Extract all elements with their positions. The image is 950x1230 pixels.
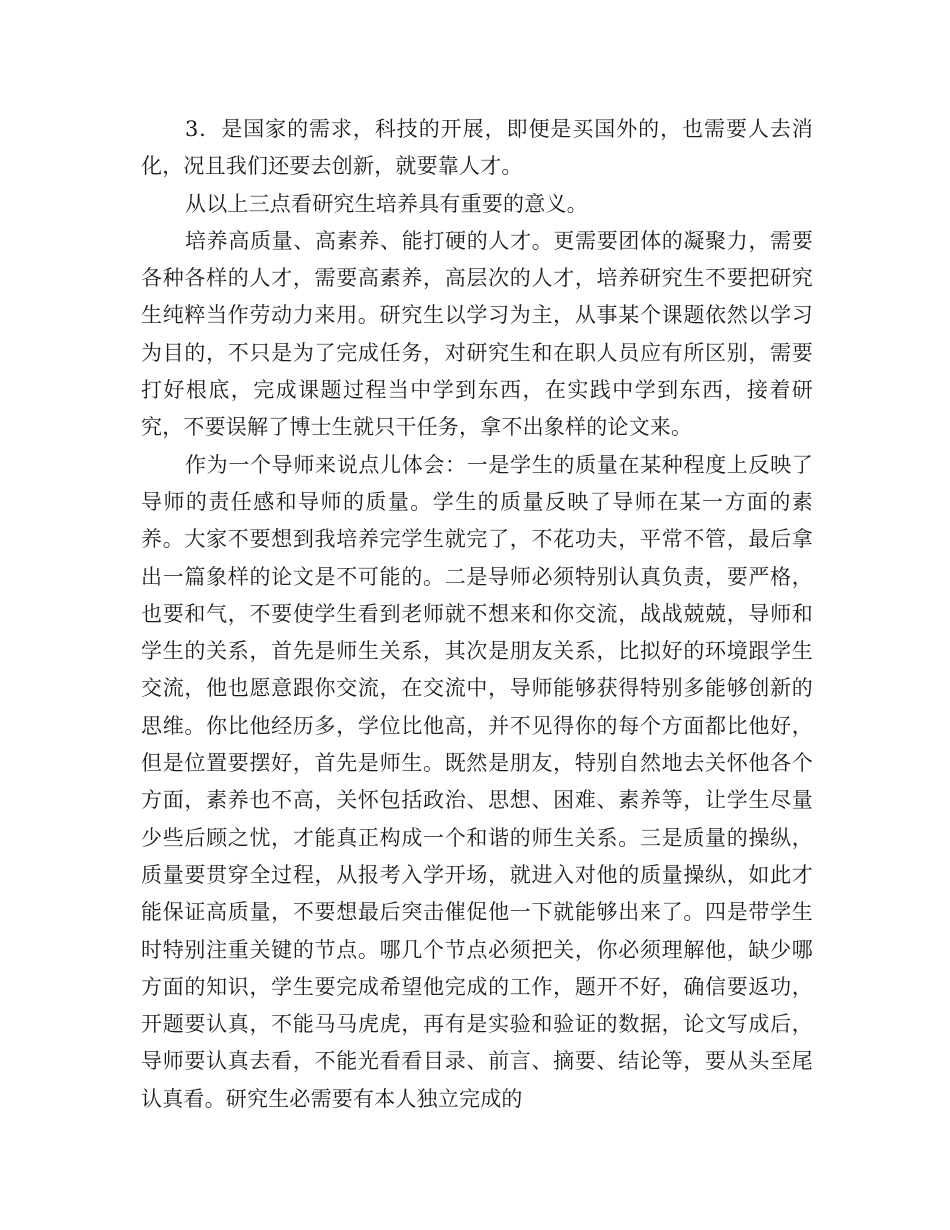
body-text (141, 111, 813, 1118)
paragraph-summary: 从以上三点看研究生培养具有重要的意义。 (185, 191, 588, 216)
paragraph-cultivation: 培养高质量、高素养、能打硬的人才。更需要团体的凝聚力，需要各种各样的人才，需要高素养，高层次的人才，培养研究生不要把研究生纯粹当作劳动力来用。研究生以学习为主，从事某个课题依然以学习为目的，不只是为了完成任务，对研究生和在职人员应有所区别，需要打好根底，完成课题过程当中学到东西，在实践中学到东西，接着研究，不要误解了博士生就只干任务，拿不出象样的论文来。 (141, 228, 813, 440)
paragraph-national-need: 3．是国家的需求，科技的开展，即便是买国外的，也需要人去消化，况且我们还要去创新，就要靠人才。 (141, 117, 813, 179)
paragraph-mentor-experience: 作为一个导师来说点儿体会：一是学生的质量在某种程度上反映了导师的责任感和导师的质量。学生的质量反映了导师在某一方面的素养。大家不要想到我培养完学生就完了，不花功夫，平常不管，最后拿出一篇象样的论文是不可能的。二是导师必须特别认真负责，要严格，也要和气，不要使学生看到老师就不想来和你交流，战战兢兢，导师和学生的关系，首先是师生关系，其次是朋友关系，比拟好的环境跟学生交流，他也愿意跟你交流，在交流中，导师能够获得特别多能够创新的思维。你比他经历多，学位比他高，并不见得你的每个方面都比他好，但是位置要摆好，首先是师生。既然是朋友，特别自然地去关怀他各个方面，素养也不高，关怀包括政治、思想、困难、素养等，让学生尽量少些后顾之忧，才能真正构成一个和谐的师生关系。三是质量的操纵，质量要贯穿全过程，从报考入学开场，就进入对他的质量操纵，如此才能保证高质量，不要想最后突击催促他一下就能够出来了。四是带学生时特别注重关键的节点。哪几个节点必须把关，你必须理解他，缺少哪方面的知识，学生要完成希望他完成的工作，题开不好，确信要返功，开题要认真，不能马马虎虎，再有是实验和验证的数据，论文写成后，导师要认真去看，不能光看看目录、前言、摘要、结论等，要从头至尾认真看。研究生必需要有本人独立完成的 (141, 452, 813, 1111)
